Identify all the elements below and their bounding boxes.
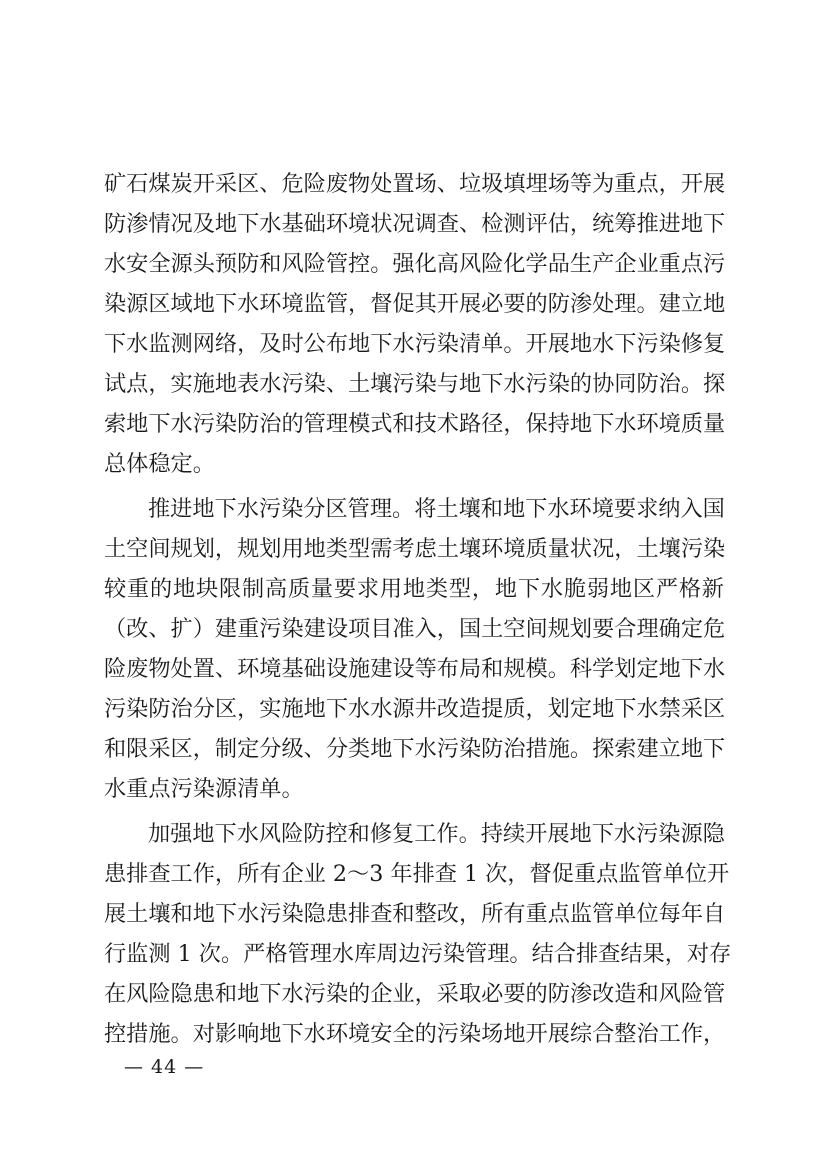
text-line: 土空间规划，规划用地类型需考虑土壤环境质量状况，土壤污染 — [104, 536, 726, 562]
text-line: 索地下水污染防治的管理模式和技术路径，保持地下水环境质量 — [104, 411, 726, 437]
text-line: 防渗情况及地下水基础环境状况调查、检测评估，统筹推进地下 — [104, 211, 726, 237]
text-line: 污染防治分区，实施地下水水源井改造提质，划定地下水禁采区 — [104, 696, 726, 722]
text-line: 试点，实施地表水污染、土壤污染与地下水污染的协同防治。探 — [104, 371, 726, 397]
text-line: 控措施。对影响地下水环境安全的污染场地开展综合整治工作， — [104, 1021, 726, 1047]
text-line: 下水监测网络，及时公布地下水污染清单。开展地水下污染修复 — [104, 331, 726, 357]
text-line: 展土壤和地下水污染隐患排查和整改，所有重点监管单位每年自 — [104, 901, 726, 927]
text-line: 患排查工作，所有企业 2～3 年排查 1 次，督促重点监管单位开 — [104, 861, 730, 887]
text-line: 较重的地块限制高质量要求用地类型，地下水脆弱地区严格新 — [104, 576, 724, 602]
text-line: 行监测 1 次。严格管理水库周边污染管理。结合排查结果，对存 — [104, 941, 732, 967]
text-line: 总体稳定。 — [104, 451, 215, 477]
text-line: 染源区域地下水环境监管，督促其开展必要的防渗处理。建立地 — [104, 291, 726, 317]
text-line: （改、扩）建重污染建设项目准入，国土空间规划要合理确定危 — [104, 616, 726, 642]
text-line: 险废物处置、环境基础设施建设等布局和规模。科学划定地下水 — [104, 656, 726, 682]
page-number: — 44 — — [124, 1056, 205, 1078]
text-line: 水重点污染源清单。 — [104, 776, 304, 802]
text-line: 在风险隐患和地下水污染的企业，采取必要的防渗改造和风险管 — [104, 981, 726, 1007]
text-line: 和限采区，制定分级、分类地下水污染防治措施。探索建立地下 — [104, 736, 726, 762]
paragraph-first-line: 加强地下水风险防控和修复工作。持续开展地下水污染源隐 — [148, 821, 725, 847]
text-line: 水安全源头预防和风险管控。强化高风险化学品生产企业重点污 — [104, 251, 726, 277]
paragraph-first-line: 推进地下水污染分区管理。将土壤和地下水环境要求纳入国 — [148, 496, 725, 522]
text-line: 矿石煤炭开采区、危险废物处置场、垃圾填埋场等为重点，开展 — [104, 171, 726, 197]
